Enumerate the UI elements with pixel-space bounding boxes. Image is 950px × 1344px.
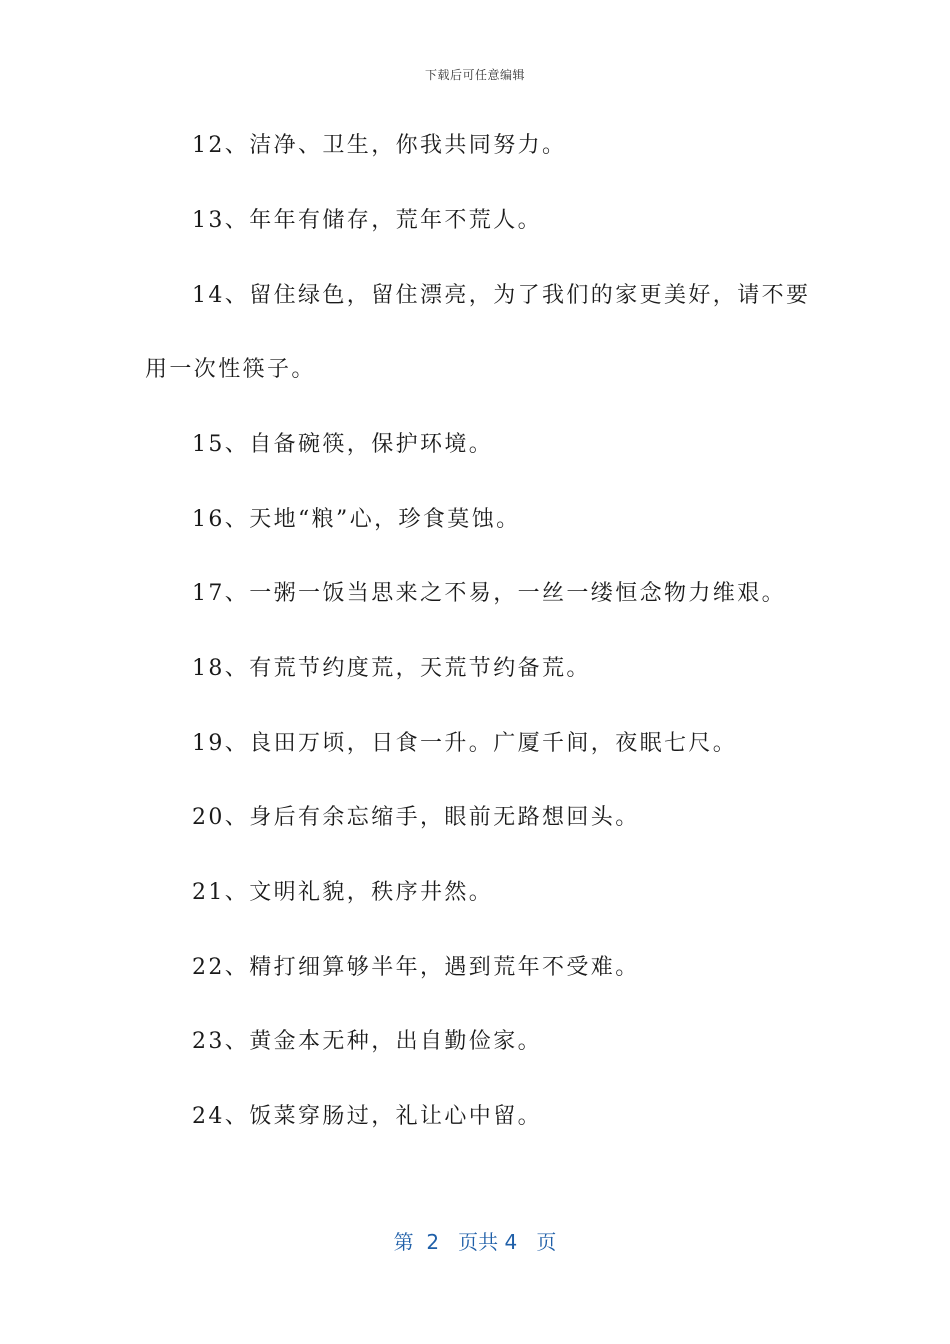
slogan-line: 24、饭菜穿肠过，礼让心中留。 [192,1104,542,1129]
slogan-line: 18、有荒节约度荒，天荒节约备荒。 [192,656,591,681]
footer-total-pages: 4 [504,1230,518,1254]
page-footer [0,1226,950,1255]
slogan-line: 14、留住绿色，留住漂亮，为了我们的家更美好，请不要 [192,283,811,308]
footer-suffix: 页 [536,1230,557,1254]
slogan-line: 16、天地“粮”心，珍食莫蚀。 [192,507,521,532]
slogan-line: 12、洁净、卫生，你我共同努力。 [192,133,567,158]
slogan-line: 13、年年有储存，荒年不荒人。 [192,208,542,233]
footer-middle: 页共 [458,1230,499,1254]
footer-prefix: 第 [393,1230,414,1254]
footer-current-page: 2 [426,1230,440,1254]
slogan-line-continuation: 用一次性筷子。 [145,357,316,382]
slogan-line: 15、自备碗筷，保护环境。 [192,432,494,457]
slogan-line: 22、精打细算够半年，遇到荒年不受难。 [192,955,640,980]
slogan-line: 20、身后有余忘缩手，眼前无路想回头。 [192,805,640,830]
slogan-line: 19、良田万顷，日食一升。广厦千间，夜眠七尺。 [192,731,738,756]
slogan-line: 23、黄金本无种，出自勤俭家。 [192,1029,542,1054]
slogan-line: 17、一粥一饭当思来之不易，一丝一缕恒念物力维艰。 [192,581,786,606]
slogan-line: 21、文明礼貌，秩序井然。 [192,880,494,905]
page-header: 下载后可任意编辑 [424,68,525,82]
